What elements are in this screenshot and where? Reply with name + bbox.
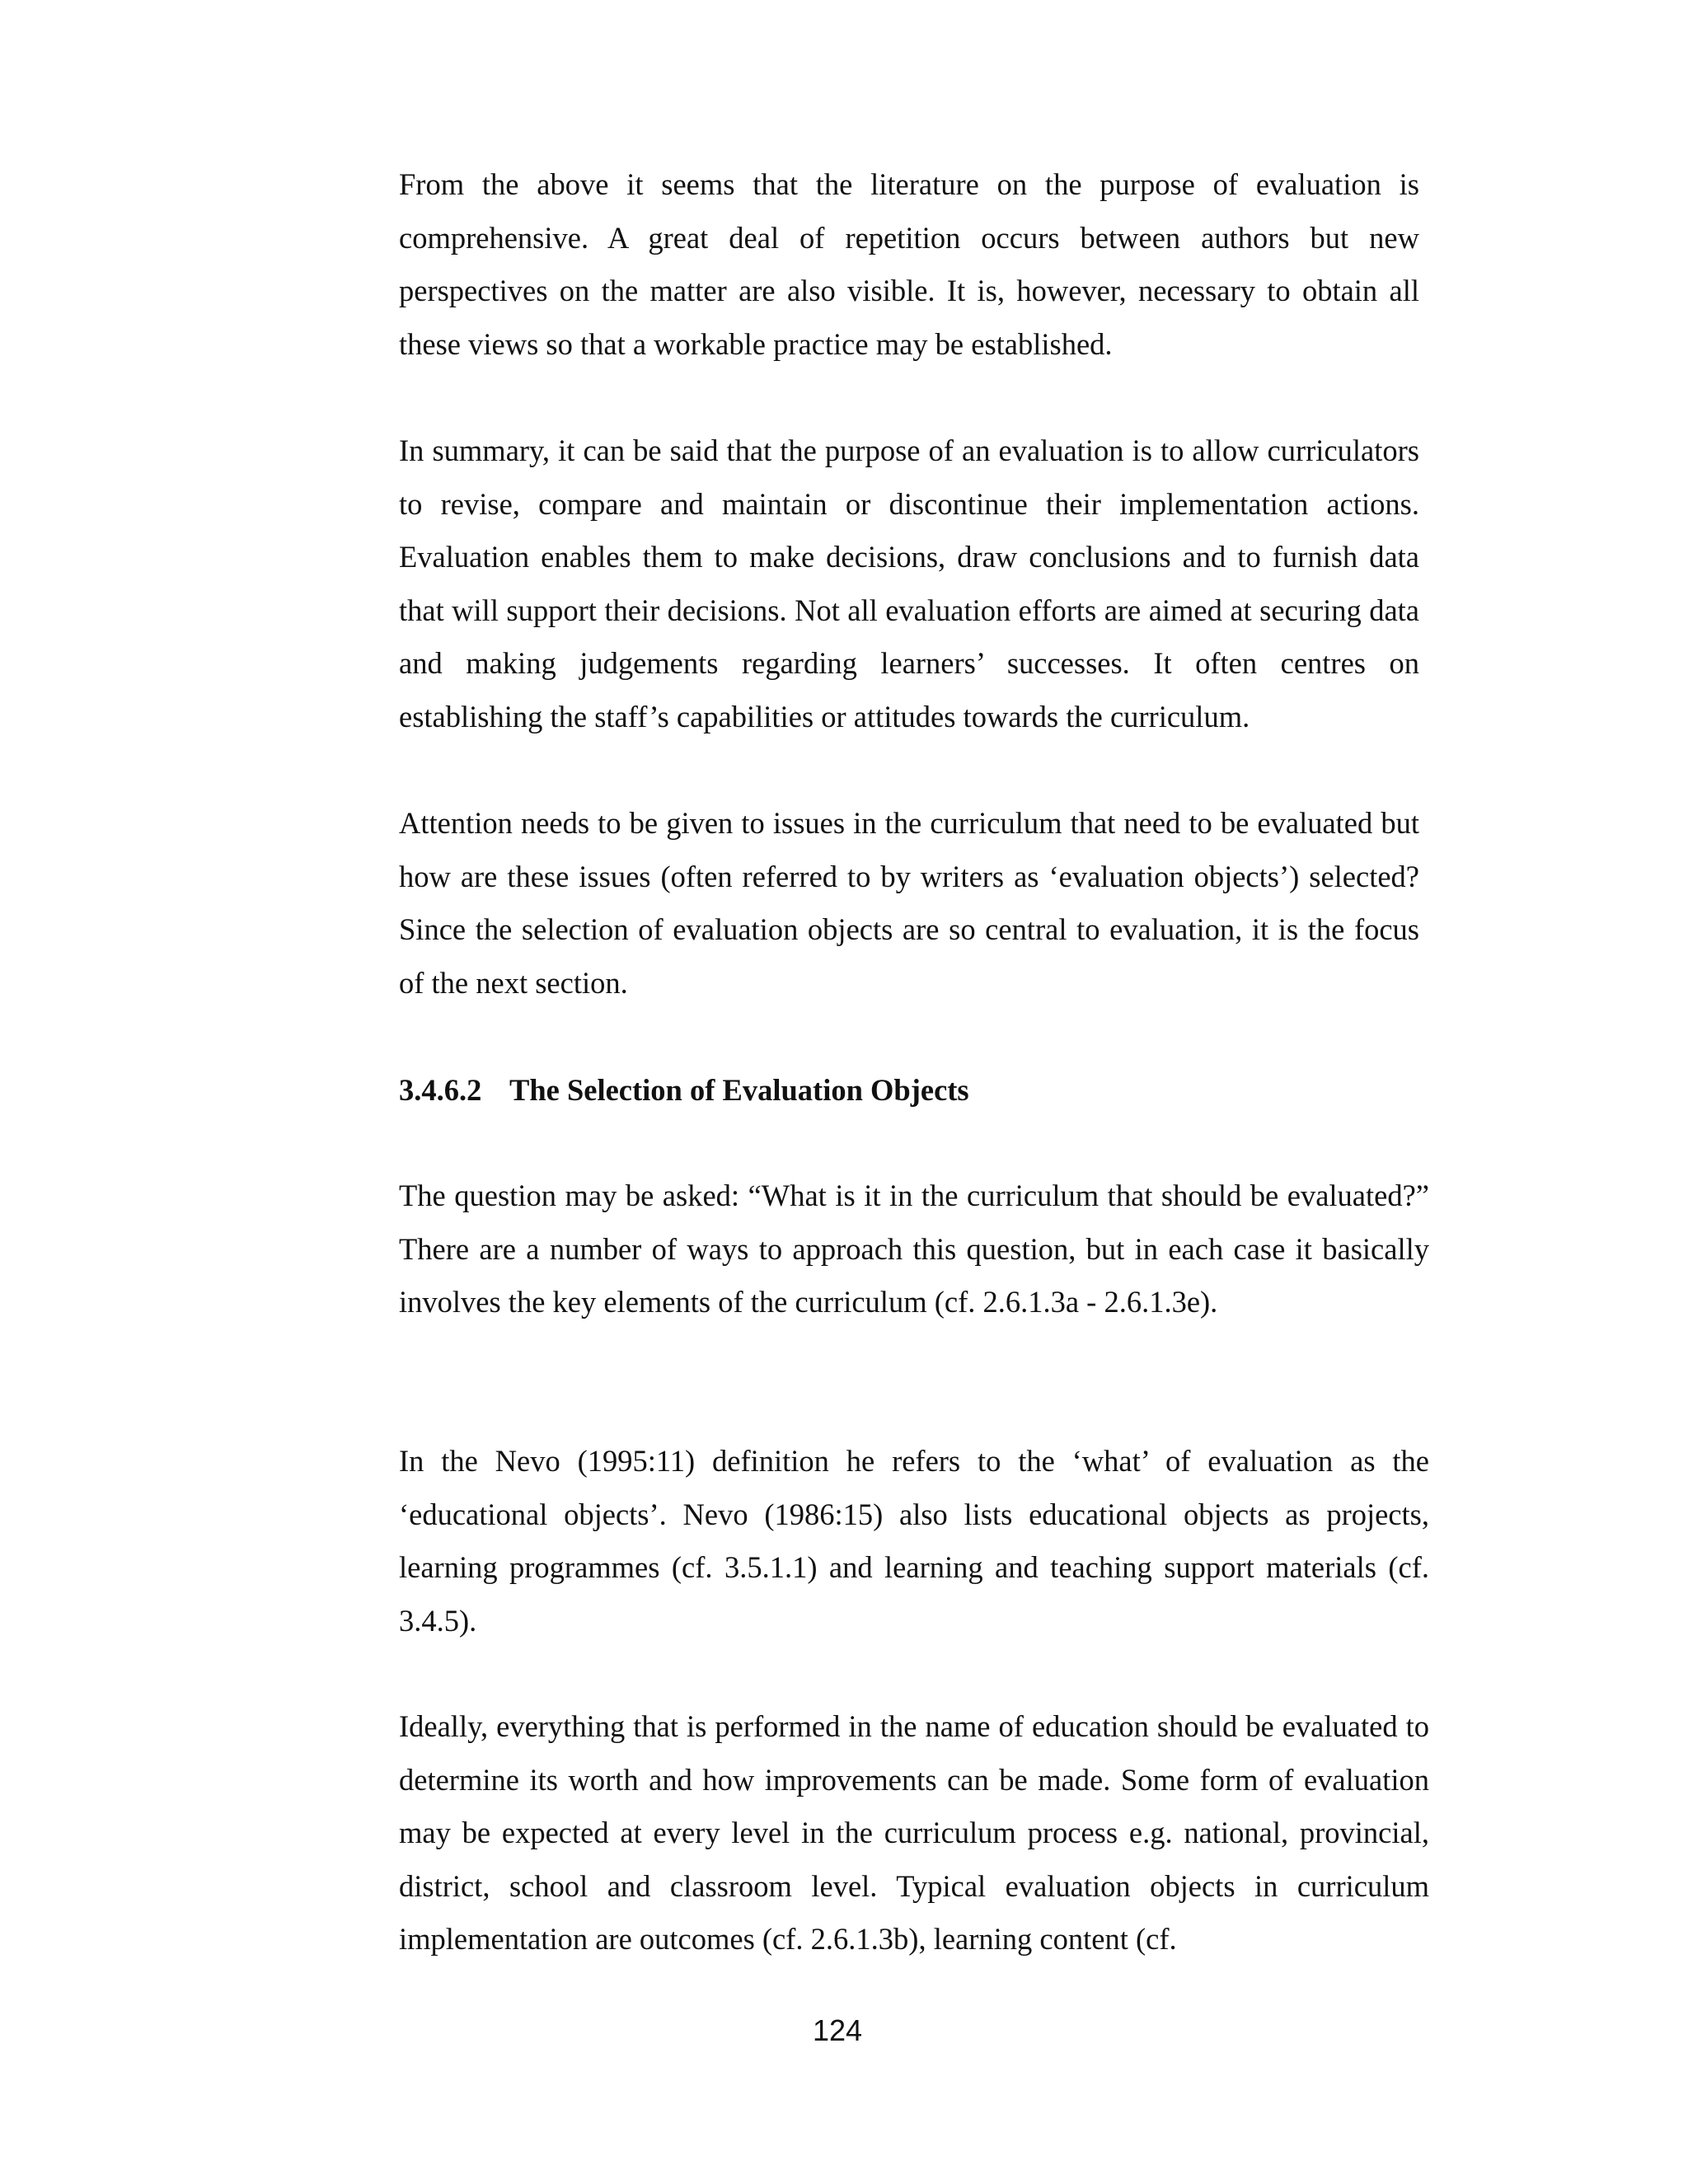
section-heading — [399, 1064, 969, 1118]
section-number: 3.4.6.2 — [399, 1073, 482, 1107]
section-title: The Selection of Evaluation Objects — [509, 1073, 969, 1107]
paragraph-ideally: Ideally, everything that is performed in the name of education should be evaluated to determine its worth and how improvements can be made. Some form of evaluation may be expected at every level in the curriculum process e.g. national, provincial, district, school and classroom level. Typical evaluation objects in curriculum implementation are outcomes (cf. 2.6.1.3b), learning content (cf. — [399, 1709, 1429, 1956]
page-number: 124 — [812, 2013, 863, 2047]
paragraph-attention-issues: Attention needs to be given to issues in the curriculum that need to be evaluated but how are these issues (often referred to by writers as ‘evaluation objects’) selected? Since the selection of evaluation objects are so central to evaluation, it is the focus of the next section. — [399, 806, 1419, 1000]
paragraph-question: The question may be asked: “What is it in the curriculum that should be evaluated?” There are a number of ways to approach this question, but in each case it basically involves the key elements of the curriculum (cf. 2.6.1.3a - 2.6.1.3e). — [399, 1179, 1429, 1319]
paragraph-nevo-definition: In the Nevo (1995:11) definition he refers to the ‘what’ of evaluation as the ‘educational objects’. Nevo (1986:15) also lists educational objects as projects, learning programmes (cf. 3.5.1.1) and learning and teaching support materials (cf. 3.4.5). — [399, 1444, 1429, 1638]
paragraph-summary: In summary, it can be said that the purpose of an evaluation is to allow curriculators to revise, compare and maintain or discontinue their implementation actions. Evaluation enables them to make decisions, draw conclusions and to furnish data that will support their decisions. Not all evaluation efforts are aimed at securing data and making judgements regarding learners’ successes. It often centres on establishing the staff’s capabilities or attitudes towards the curriculum. — [399, 434, 1419, 733]
paragraph-purpose-literature: From the above it seems that the literature on the purpose of evaluation is comprehensive. A great deal of repetition occurs between authors but new perspectives on the matter are also visible. It is, however, necessary to obtain all these views so that a workable practice may be established. — [399, 167, 1419, 361]
